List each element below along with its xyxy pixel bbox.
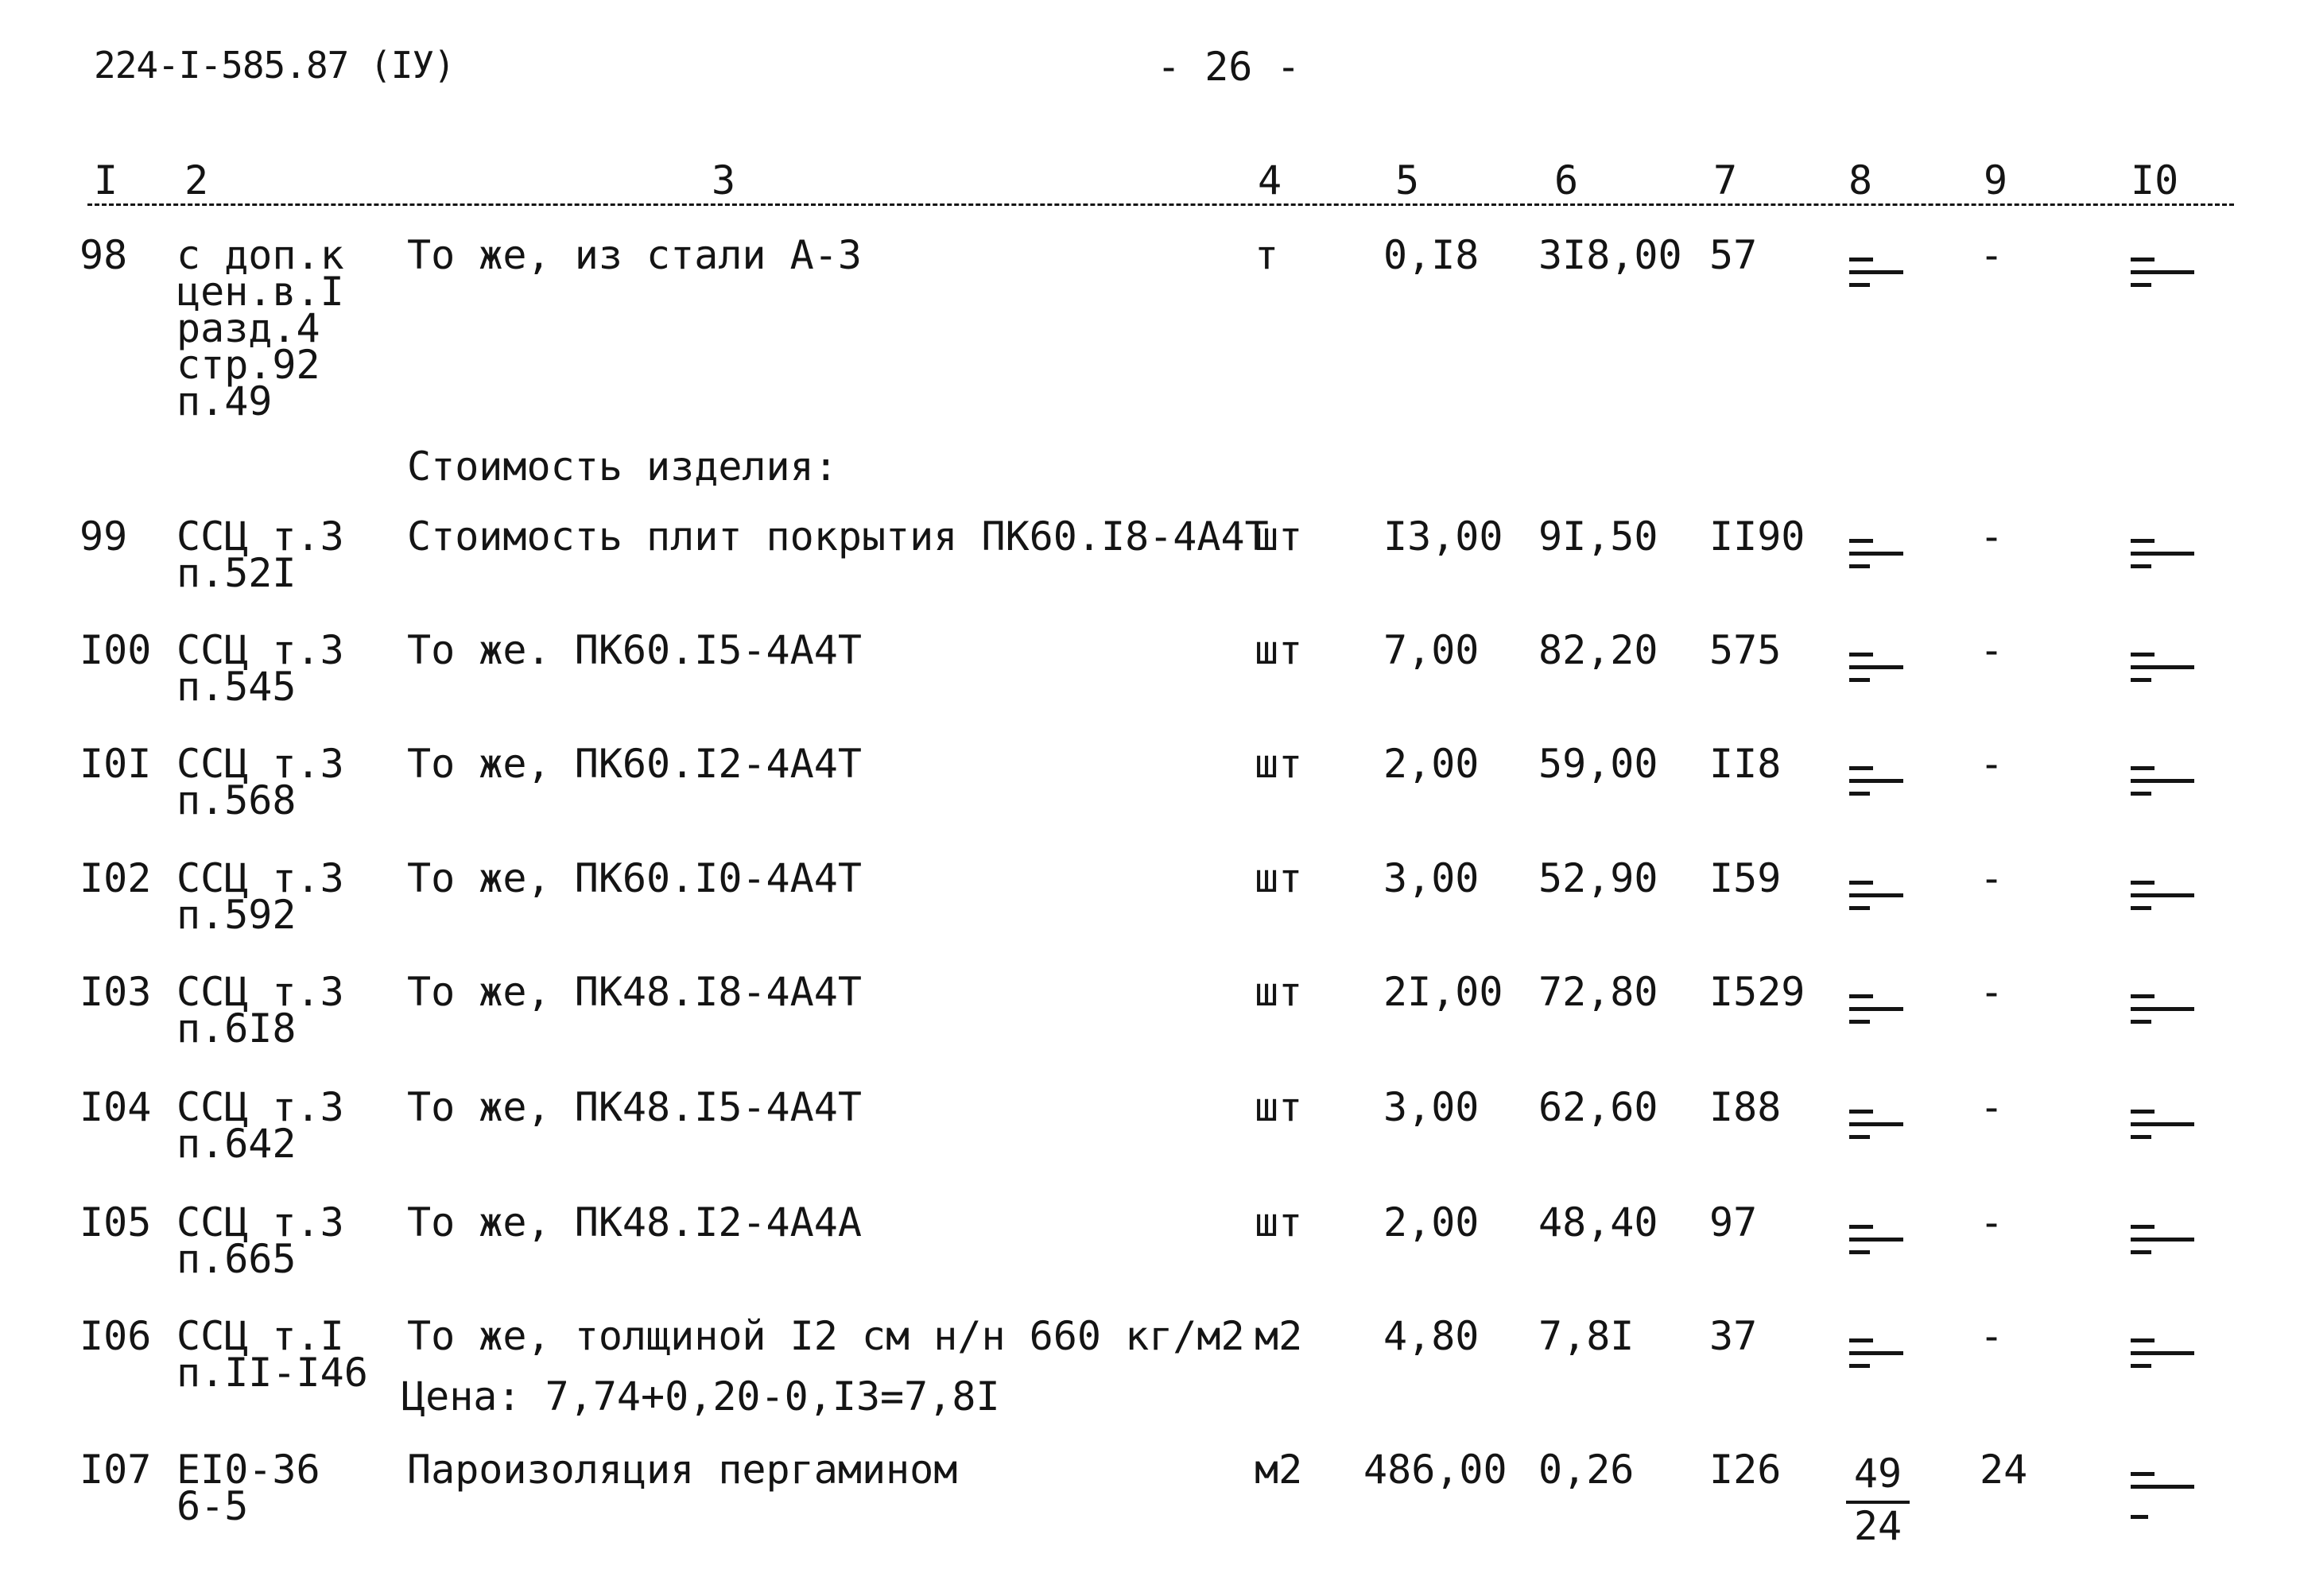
row-quantity: 2I,00 bbox=[1383, 969, 1503, 1015]
fraction-numerator: 49 bbox=[1846, 1451, 1910, 1504]
column-header-8: 8 bbox=[1848, 157, 1873, 203]
row-col9: - bbox=[1980, 1199, 2004, 1245]
column-header-1: I bbox=[94, 157, 118, 203]
price-note: Цена: 7,74+0,20-0,I3=7,8I bbox=[401, 1373, 1000, 1420]
row-quantity: 486,00 bbox=[1363, 1447, 1507, 1493]
row-col9: 24 bbox=[1980, 1447, 2028, 1493]
row-col9: - bbox=[1980, 969, 2004, 1015]
column-header-10: I0 bbox=[2131, 157, 2179, 203]
row-total: II8 bbox=[1709, 741, 1782, 787]
row-number: I03 bbox=[80, 969, 152, 1015]
page-number: - 26 - bbox=[1157, 44, 1301, 90]
row-source: ССЦ т.3 п.568 bbox=[176, 741, 344, 823]
row-unit-price: 52,90 bbox=[1538, 855, 1658, 901]
table-row bbox=[0, 232, 2300, 424]
row-unit: шт bbox=[1255, 627, 1303, 673]
row-col8-empty-mark bbox=[1849, 526, 1905, 574]
row-col8-empty-mark bbox=[1849, 982, 1905, 1029]
row-total: I26 bbox=[1709, 1447, 1782, 1493]
row-total: 575 bbox=[1709, 627, 1782, 673]
row-source: ССЦ т.3 п.545 bbox=[176, 627, 344, 710]
row-unit: т bbox=[1255, 232, 1279, 278]
row-total: I88 bbox=[1709, 1084, 1782, 1130]
row-unit-price: 59,00 bbox=[1538, 741, 1658, 787]
row-unit: м2 bbox=[1255, 1313, 1303, 1359]
row-quantity: 2,00 bbox=[1383, 741, 1480, 787]
row-col8-empty-mark bbox=[1849, 640, 1905, 688]
row-description: То же, толщиной I2 см н/н 660 кг/м2 bbox=[407, 1313, 1245, 1359]
row-source: ССЦ т.3 п.592 bbox=[176, 855, 344, 938]
row-description: То же, ПК60.I0-4А4Т bbox=[407, 855, 862, 901]
row-quantity: I3,00 bbox=[1383, 513, 1503, 560]
table-row bbox=[0, 1447, 2300, 1571]
table-row bbox=[0, 1084, 2300, 1208]
row-total: 37 bbox=[1709, 1313, 1758, 1359]
row-unit: шт bbox=[1255, 855, 1303, 901]
row-col9: - bbox=[1980, 627, 2004, 673]
row-source: ССЦ т.3 п.6I8 bbox=[176, 969, 344, 1052]
row-total: 97 bbox=[1709, 1199, 1758, 1245]
row-description: Пароизоляция пергамином bbox=[407, 1447, 958, 1493]
table-row bbox=[0, 741, 2300, 865]
row-col8-empty-mark bbox=[1849, 1326, 1905, 1373]
row-col9: - bbox=[1980, 741, 2004, 787]
row-unit-price: 48,40 bbox=[1538, 1199, 1658, 1245]
row-col10-empty-mark bbox=[2131, 640, 2186, 688]
section-note: Стоимость изделия: bbox=[407, 444, 838, 490]
table-row bbox=[0, 1199, 2300, 1323]
column-header-5: 5 bbox=[1395, 157, 1420, 203]
row-number: I0I bbox=[80, 741, 152, 787]
row-col8-empty-mark bbox=[1849, 1212, 1905, 1260]
column-header-2: 2 bbox=[184, 157, 209, 203]
table-row bbox=[0, 1313, 2300, 1437]
row-quantity: 3,00 bbox=[1383, 855, 1480, 901]
row-col8-empty-mark bbox=[1849, 753, 1905, 801]
row-col10-empty-mark bbox=[2131, 1097, 2186, 1145]
row-number: 98 bbox=[80, 232, 128, 278]
row-number: I04 bbox=[80, 1084, 152, 1130]
row-description: То же, ПК48.I2-4А4А bbox=[407, 1199, 862, 1245]
row-quantity: 3,00 bbox=[1383, 1084, 1480, 1130]
row-number: I06 bbox=[80, 1313, 152, 1359]
row-col10-empty-mark bbox=[2131, 1326, 2186, 1373]
row-quantity: 7,00 bbox=[1383, 627, 1480, 673]
row-source: ССЦ т.3 п.665 bbox=[176, 1199, 344, 1282]
column-header-6: 6 bbox=[1554, 157, 1579, 203]
row-col8-empty-mark bbox=[1849, 868, 1905, 916]
row-source: ССЦ т.3 п.642 bbox=[176, 1084, 344, 1167]
document-code: 224-I-585.87 (IУ) bbox=[94, 44, 455, 87]
row-quantity: 2,00 bbox=[1383, 1199, 1480, 1245]
row-unit: шт bbox=[1255, 1199, 1303, 1245]
row-source: ССЦ т.3 п.52I bbox=[176, 513, 344, 596]
row-unit-price: 82,20 bbox=[1538, 627, 1658, 673]
row-description: То же, ПК60.I2-4А4Т bbox=[407, 741, 862, 787]
row-col10-empty-mark bbox=[2131, 526, 2186, 574]
row-unit: м2 bbox=[1255, 1447, 1303, 1493]
row-unit-price: 62,60 bbox=[1538, 1084, 1658, 1130]
row-number: I02 bbox=[80, 855, 152, 901]
row-col10-empty-mark bbox=[2131, 982, 2186, 1029]
table-row bbox=[0, 513, 2300, 637]
column-header-7: 7 bbox=[1713, 157, 1738, 203]
column-header-3: 3 bbox=[712, 157, 736, 203]
row-col9: - bbox=[1980, 1313, 2004, 1359]
fraction-denominator: 24 bbox=[1853, 1503, 1902, 1549]
row-number: I07 bbox=[80, 1447, 152, 1493]
header-rule bbox=[87, 203, 2234, 206]
row-description: То же. ПК60.I5-4А4Т bbox=[407, 627, 862, 673]
row-col8-fraction bbox=[1846, 1451, 1910, 1548]
row-unit: шт bbox=[1255, 513, 1303, 560]
row-unit-price: 72,80 bbox=[1538, 969, 1658, 1015]
row-col10-empty-mark bbox=[2131, 868, 2186, 916]
row-total: I59 bbox=[1709, 855, 1782, 901]
row-number: I00 bbox=[80, 627, 152, 673]
row-col9: - bbox=[1980, 513, 2004, 560]
column-header-9: 9 bbox=[1984, 157, 2008, 203]
row-description: То же, ПК48.I5-4А4Т bbox=[407, 1084, 862, 1130]
row-total: II90 bbox=[1709, 513, 1805, 560]
row-unit: шт bbox=[1255, 741, 1303, 787]
row-col9: - bbox=[1980, 1084, 2004, 1130]
row-col10-empty-mark bbox=[2131, 1212, 2186, 1260]
row-unit-price: 9I,50 bbox=[1538, 513, 1658, 560]
row-col9: - bbox=[1980, 232, 2004, 278]
row-number: I05 bbox=[80, 1199, 152, 1245]
table-row bbox=[0, 627, 2300, 751]
row-col10-empty-mark bbox=[2131, 245, 2186, 292]
row-col10-empty-mark bbox=[2131, 1459, 2186, 1507]
row-unit-price: 0,26 bbox=[1538, 1447, 1635, 1493]
row-quantity: 4,80 bbox=[1383, 1313, 1480, 1359]
column-header-4: 4 bbox=[1258, 157, 1282, 203]
row-unit-price: 7,8I bbox=[1538, 1313, 1635, 1359]
row-source: с доп.к цен.в.I разд.4 стр.92 п.49 bbox=[176, 232, 344, 424]
row-col10-empty-mark bbox=[2131, 753, 2186, 801]
row-quantity: 0,I8 bbox=[1383, 232, 1480, 278]
row-unit: шт bbox=[1255, 1084, 1303, 1130]
table-row bbox=[0, 969, 2300, 1093]
row-number: 99 bbox=[80, 513, 128, 560]
row-source: ЕI0-36 6-5 bbox=[176, 1447, 320, 1529]
table-row bbox=[0, 855, 2300, 979]
row-description: То же, из стали А-3 bbox=[407, 232, 862, 278]
row-total: 57 bbox=[1709, 232, 1758, 278]
row-col8-empty-mark bbox=[1849, 1097, 1905, 1145]
row-total: I529 bbox=[1709, 969, 1805, 1015]
row-unit-price: 3I8,00 bbox=[1538, 232, 1682, 278]
row-description: Стоимость плит покрытия ПК60.I8-4А4Т bbox=[407, 513, 1269, 560]
row-source: ССЦ т.I п.II-I46 bbox=[176, 1313, 368, 1396]
row-description: То же, ПК48.I8-4А4Т bbox=[407, 969, 862, 1015]
row-col8-empty-mark bbox=[1849, 245, 1905, 292]
row-col9: - bbox=[1980, 855, 2004, 901]
row-unit: шт bbox=[1255, 969, 1303, 1015]
